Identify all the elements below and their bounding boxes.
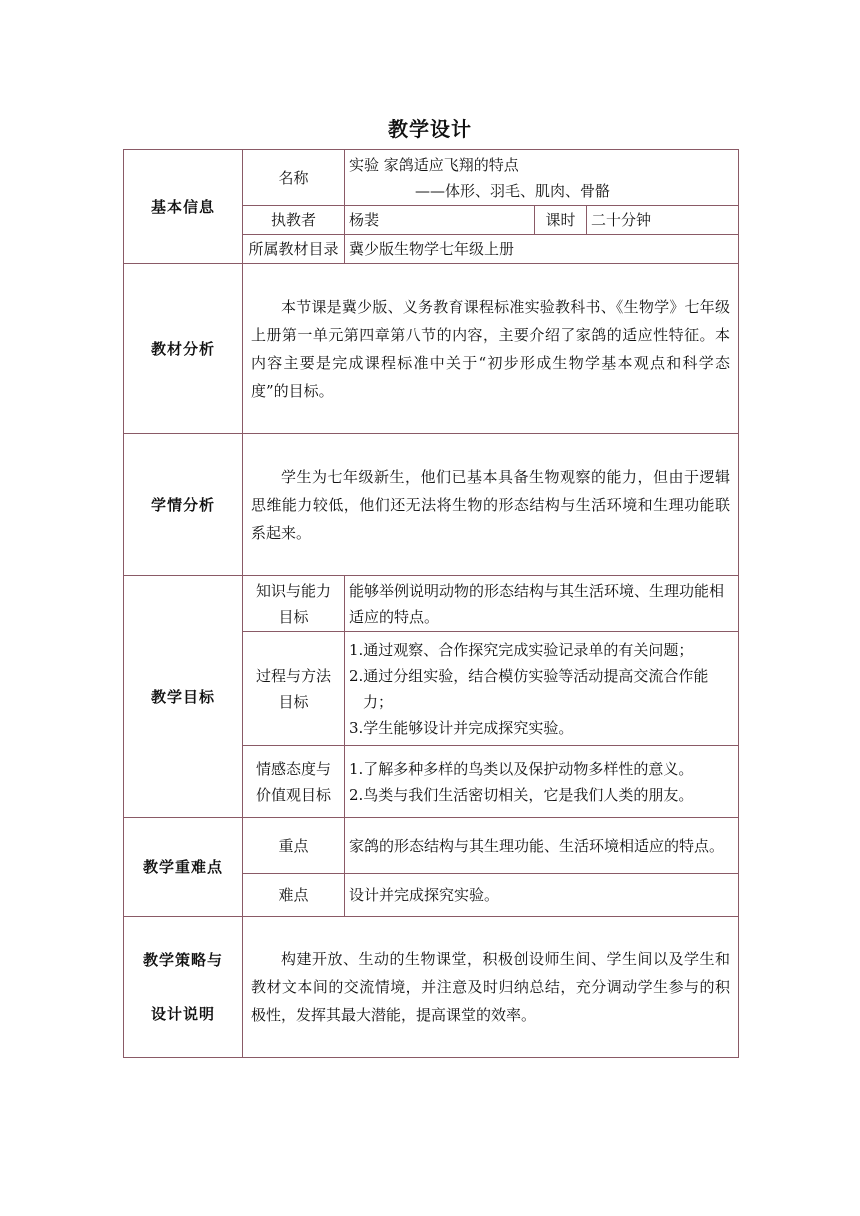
basic-name-row <box>124 150 739 206</box>
key-point-label: 重点 <box>243 818 345 874</box>
difficult-point-label: 难点 <box>243 874 345 917</box>
name-label: 名称 <box>243 150 345 206</box>
teacher-value: 杨裴 <box>345 206 535 235</box>
difficult-point-text: 设计并完成探究实验。 <box>345 874 739 917</box>
knowledge-goal-label <box>243 576 345 632</box>
section-strategy <box>124 917 243 1058</box>
page-title: 教学设计 <box>388 117 472 141</box>
material-row <box>124 264 739 434</box>
student-analysis-text: 学生为七年级新生，他们已基本具备生物观察的能力，但由于逻辑思维能力较低，他们还无法将生物的形态结构与生活环境和生理功能联系起来。 <box>243 434 739 576</box>
process-goal-label <box>243 632 345 746</box>
emotion-goal-label <box>243 746 345 818</box>
strategy-row <box>124 917 739 1058</box>
textbook-label: 所属教材目录 <box>243 235 345 264</box>
process-goal-label-line2: 目标 <box>278 692 309 711</box>
list-item: 2.通过分组实验，结合模仿实验等活动提高交流合作能力； <box>349 666 709 711</box>
process-goal-list <box>349 637 734 741</box>
material-analysis-text: 本节课是冀少版、义务教育课程标准实验教科书、《生物学》七年级上册第一单元第四章第八节的内容，主要介绍了家鸽的适应性特征。本内容主要是完成课程标准中关于“初步形成生物学基本观点和科学态度”的目标。 <box>243 264 739 434</box>
emotion-goal-label-line1: 情感态度与 <box>255 759 331 778</box>
keypoint-row <box>124 818 739 874</box>
lesson-plan-table <box>123 149 739 1058</box>
hours-label: 课时 <box>535 206 587 235</box>
knowledge-goal-label-line1: 知识与能力 <box>255 581 331 600</box>
process-goal-label-line1: 过程与方法 <box>255 666 331 685</box>
strategy-label-line1: 教学策略与 <box>142 951 223 969</box>
list-item: 1.通过观察、合作探究完成实验记录单的有关问题； <box>349 640 694 659</box>
list-item: 3.学生能够设计并完成探究实验。 <box>349 718 574 737</box>
emotion-goal-cell <box>345 746 739 818</box>
section-student-analysis: 学情分析 <box>124 434 243 576</box>
students-row <box>124 434 739 576</box>
section-material-analysis: 教材分析 <box>124 264 243 434</box>
process-goal-cell <box>345 632 739 746</box>
textbook-value: 冀少版生物学七年级上册 <box>345 235 739 264</box>
knowledge-goal-text: 能够举例说明动物的形态结构与其生活环境、生理功能相适应的特点。 <box>345 576 739 632</box>
teacher-label: 执教者 <box>243 206 345 235</box>
lesson-name-line2: ——体形、羽毛、肌肉、骨骼 <box>415 181 611 200</box>
list-item: 2.鸟类与我们生活密切相关，它是我们人类的朋友。 <box>349 785 694 804</box>
knowledge-goal-label-line2: 目标 <box>278 607 309 626</box>
key-point-text: 家鸽的形态结构与其生理功能、生活环境相适应的特点。 <box>345 818 739 874</box>
section-teaching-goals: 教学目标 <box>124 576 243 818</box>
lesson-name-line1: 实验 家鸽适应飞翔的特点 <box>349 155 519 174</box>
emotion-goal-label-line2: 价值观目标 <box>255 785 331 804</box>
strategy-label-line2: 设计说明 <box>150 1005 215 1023</box>
emotion-goal-list <box>349 756 734 808</box>
list-item: 1.了解多种多样的鸟类以及保护动物多样性的意义。 <box>349 759 694 778</box>
hours-value: 二十分钟 <box>587 206 739 235</box>
strategy-text: 构建开放、生动的生物课堂，积极创设师生间、学生间以及学生和教材文本间的交流情境，并注意及时归纳总结，充分调动学生参与的积极性，发挥其最大潜能，提高课堂的效率。 <box>243 917 739 1058</box>
section-basic-info: 基本信息 <box>124 150 243 264</box>
lesson-name-cell <box>345 150 739 206</box>
goal-knowledge-row <box>124 576 739 632</box>
section-key-difficult-points: 教学重难点 <box>124 818 243 917</box>
